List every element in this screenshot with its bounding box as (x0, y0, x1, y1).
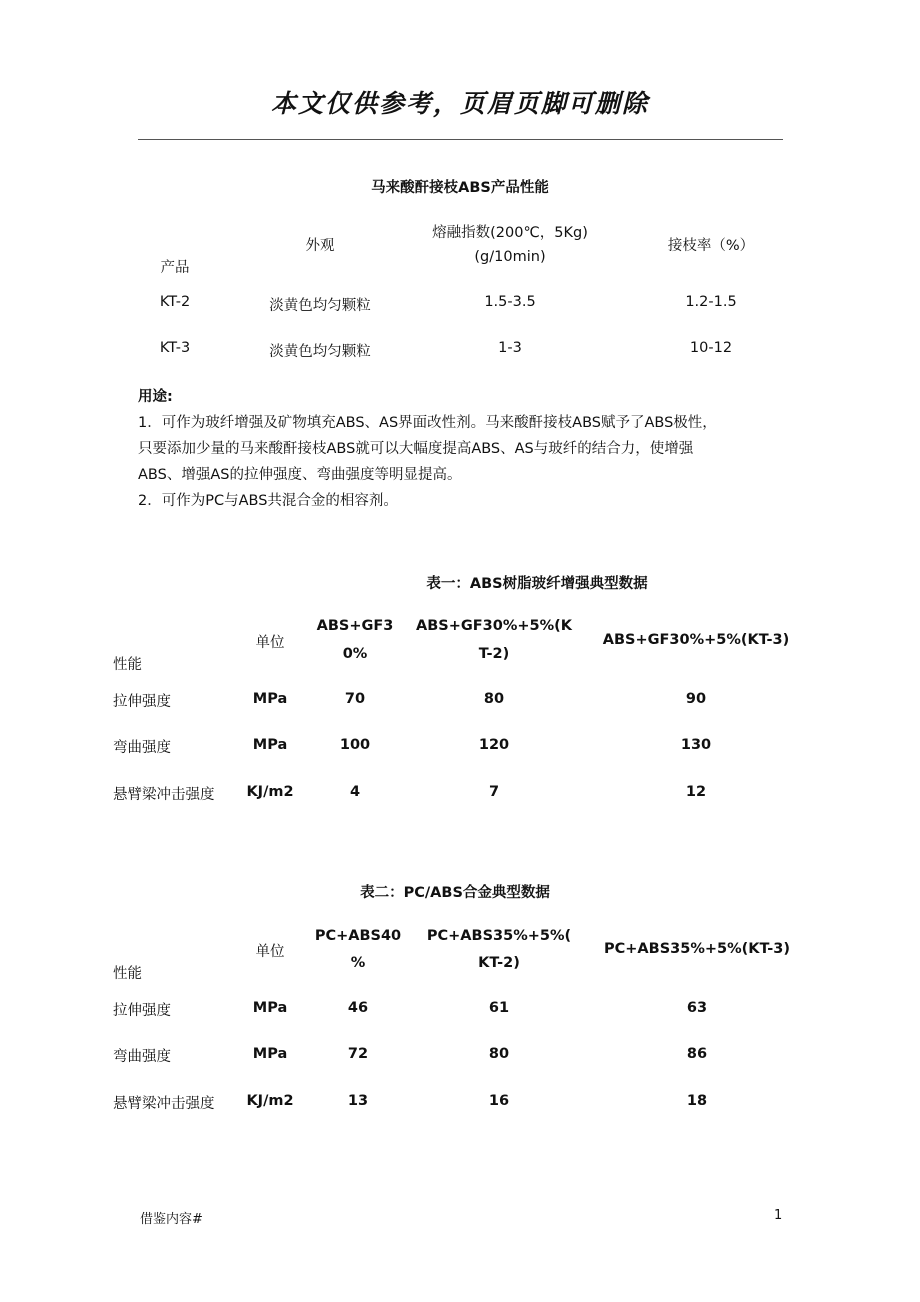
property-name: 拉伸强度 (113, 1003, 171, 1019)
melt-index-header: 熔融指数(200℃，5Kg) (432, 225, 588, 241)
column-header: KT-2) (478, 955, 520, 971)
property-name: 拉伸强度 (113, 694, 171, 710)
column-header: T-2) (478, 646, 510, 662)
column-header: ABS+GF30%+5%(K (415, 618, 573, 634)
unit-value: KJ/m2 (246, 784, 294, 800)
data-value: 86 (686, 1046, 708, 1062)
property-header: 性能 (113, 657, 142, 673)
column-header: PC+ABS35%+5%( (426, 928, 572, 944)
product-section-title: 马来酸酐接枝ABS产品性能 (371, 180, 549, 196)
table1-title: 表一：ABS树脂玻纤增强典型数据 (426, 576, 648, 592)
column-header: ABS+GF3 (316, 618, 394, 634)
data-value: 70 (344, 691, 366, 707)
unit-header: 单位 (255, 635, 285, 651)
data-value: 7 (488, 784, 500, 800)
property-name: 弯曲强度 (113, 740, 171, 756)
melt-index-value: 1-3 (498, 340, 522, 356)
table2-title: 表二：PC/ABS合金典型数据 (360, 885, 550, 901)
data-value: 80 (483, 691, 505, 707)
usage-line: 1．可作为玻纤增强及矿物填充ABS、AS界面改性剂。马来酸酐接枝ABS赋予了ABS极性， (138, 415, 717, 431)
usage-line: 只要添加少量的马来酸酐接枝ABS就可以大幅度提高ABS、AS与玻纤的结合力，使增强 (138, 441, 694, 457)
data-value: 18 (686, 1093, 708, 1109)
data-value: 80 (488, 1046, 510, 1062)
column-header: ABS+GF30%+5%(KT-3) (602, 632, 790, 648)
column-header: % (350, 955, 366, 971)
data-value: 12 (685, 784, 707, 800)
graft-rate-value: 1.2-1.5 (685, 294, 737, 310)
graft-rate-value: 10-12 (689, 340, 733, 356)
data-value: 61 (488, 1000, 510, 1016)
usage-heading: 用途: (138, 389, 173, 405)
footer-text: 借鉴内容# (140, 1212, 203, 1227)
column-header: PC+ABS35%+5%(KT-3) (604, 941, 790, 957)
unit-value: MPa (252, 737, 288, 753)
data-value: 63 (686, 1000, 708, 1016)
column-header: 0% (342, 646, 368, 662)
data-value: 100 (339, 737, 371, 753)
product-name: KT-3 (159, 340, 191, 356)
data-value: 13 (347, 1093, 369, 1109)
data-value: 120 (478, 737, 510, 753)
appearance-value: 淡黄色均匀颗粒 (269, 344, 371, 360)
melt-index-unit: (g/10min) (474, 249, 546, 265)
property-name: 悬臂梁冲击强度 (113, 787, 215, 803)
data-value: 130 (680, 737, 712, 753)
unit-value: MPa (252, 691, 288, 707)
product-name: KT-2 (159, 294, 191, 310)
column-header: PC+ABS40 (314, 928, 402, 944)
property-name: 弯曲强度 (113, 1049, 171, 1065)
data-value: 4 (349, 784, 361, 800)
graft-rate-header: 接枝率（%） (667, 238, 755, 254)
unit-value: MPa (252, 1000, 288, 1016)
product-header: 产品 (160, 260, 190, 276)
header-banner: 本文仅供参考，页眉页脚可删除 (270, 89, 649, 118)
appearance-header: 外观 (305, 238, 335, 254)
property-header: 性能 (113, 966, 142, 982)
header-divider (138, 139, 783, 140)
data-value: 46 (347, 1000, 369, 1016)
unit-header: 单位 (255, 944, 285, 960)
usage-line: 2．可作为PC与ABS共混合金的相容剂。 (138, 493, 398, 509)
unit-value: KJ/m2 (246, 1093, 294, 1109)
data-value: 16 (488, 1093, 510, 1109)
usage-line: ABS、增强AS的拉伸强度、弯曲强度等明显提高。 (138, 467, 462, 483)
melt-index-value: 1.5-3.5 (484, 294, 536, 310)
page-number: 1 (774, 1208, 783, 1223)
property-name: 悬臂梁冲击强度 (113, 1096, 215, 1112)
data-value: 72 (347, 1046, 369, 1062)
data-value: 90 (685, 691, 707, 707)
unit-value: MPa (252, 1046, 288, 1062)
appearance-value: 淡黄色均匀颗粒 (269, 298, 371, 314)
